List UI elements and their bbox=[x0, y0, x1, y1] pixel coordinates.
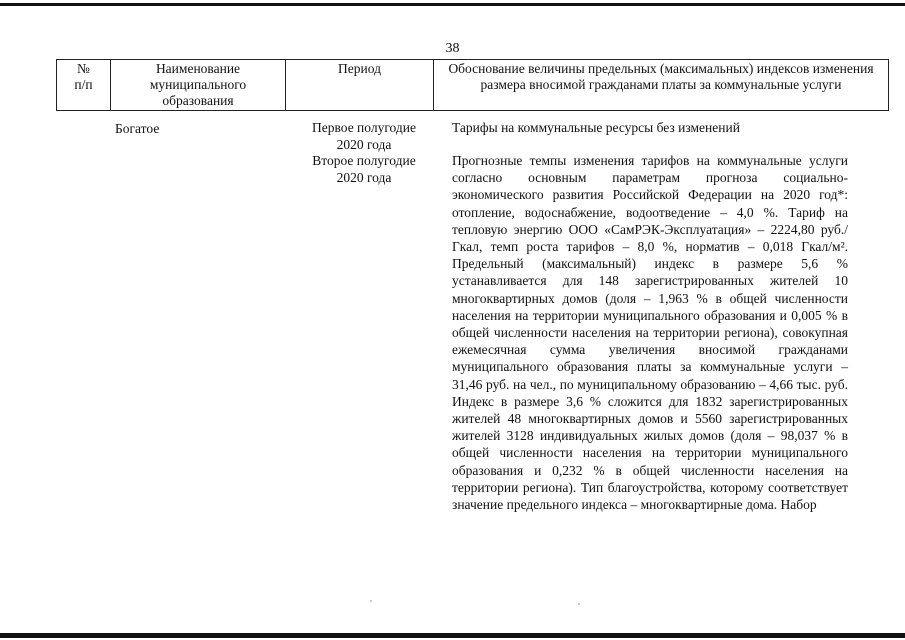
period-first-half: Первое полугодие 2020 года bbox=[312, 120, 416, 153]
bottom-border bbox=[0, 633, 905, 638]
header-col-number-label: № п/п bbox=[74, 61, 93, 92]
table-header bbox=[56, 59, 889, 111]
basis-second-half bbox=[452, 152, 848, 513]
header-col-period-label: Период bbox=[338, 61, 381, 76]
header-col-municipality-label: Наименование муниципального образования bbox=[149, 61, 247, 108]
scan-speck bbox=[370, 600, 372, 602]
header-col-basis-label: Обоснование величины предельных (максимальных) индексов изменения размера вносимой гражданами платы за коммунальные услуги bbox=[448, 61, 874, 92]
municipality-name: Богатое bbox=[115, 121, 160, 136]
table-header-row bbox=[57, 60, 889, 111]
header-col-basis bbox=[434, 60, 889, 111]
period-second-half: Второе полугодие 2020 года bbox=[312, 153, 416, 186]
header-col-municipality bbox=[111, 60, 286, 111]
header-col-number bbox=[57, 60, 111, 111]
top-border bbox=[0, 3, 905, 6]
basis-first-half: Тарифы на коммунальные ресурсы без изменений bbox=[452, 120, 740, 135]
page-number: 38 bbox=[445, 41, 460, 56]
header-col-period bbox=[286, 60, 434, 111]
basis-second-half-text: Прогнозные темпы изменения тарифов на коммунальные услуги согласно основным параметрам прогноза социально-экономического развития Российской Федерации на 2020 год*: отопление, водоснабжение, водоотведение – 4,0 %. Тариф на тепловую энергию ООО «СамРЭК-Эксплуатация» – 2224,80 руб./Гкал, темп роста тарифов – 8,0 %, норматив – 0,018 Гкал/м². Предельный (максимальный) индекс в размере 5,6 % устанавливается для 148 зарегистрированных жителей 10 многоквартирных домов (доля – 1,963 % в общей численности населения на территории муниципального образования и 0,005 % в общей численности населения на территории региона), совокупная ежемесячная сумма увеличения вносимой гражданами муниципального образования платы за коммунальные услуги – 31,46 руб. на чел., по муниципальному образованию – 4,66 тыс. руб. Индекс в размере 3,6 % сложится для 1832 зарегистрированных жителей 48 многоквартирных домов и 5560 зарегистрированных жителей 3128 индивидуальных жилых домов (доля – 98,037 % в общей численности населения на территории муниципального образования и 0,232 % в общей численности населения на территории региона). Тип благоустройства, которому соответствует значение предельного индекса – многоквартирные дома. Набор bbox=[452, 153, 848, 513]
scan-speck bbox=[578, 603, 580, 605]
